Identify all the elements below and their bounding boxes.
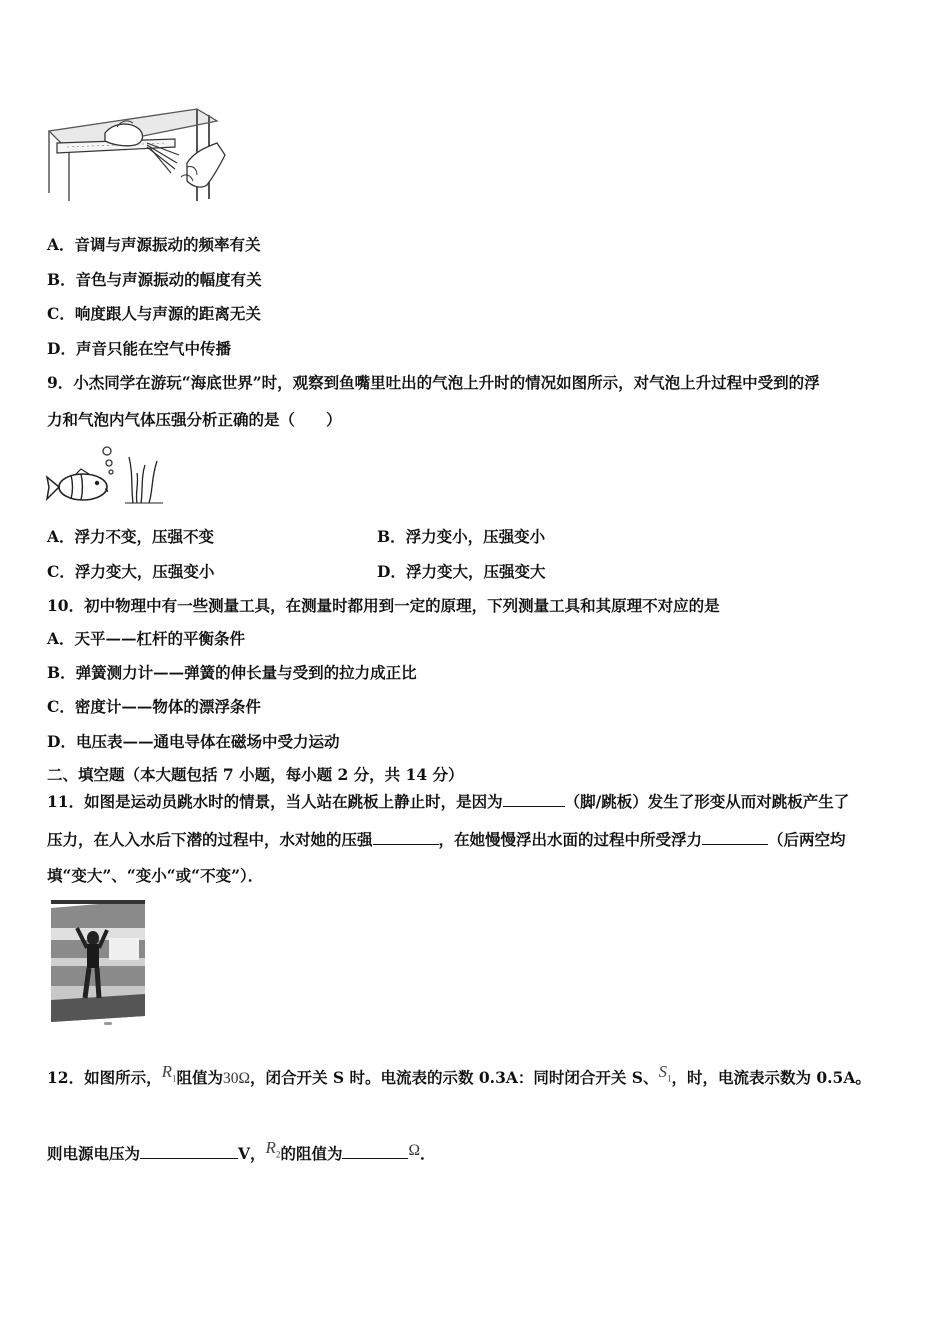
q10-option-d: D．电压表——通电导体在磁场中受力运动	[47, 732, 340, 751]
answer-blank[interactable]	[140, 1143, 238, 1159]
answer-blank[interactable]	[373, 829, 439, 845]
q8-option-d: D．声音只能在空气中传播	[47, 339, 231, 358]
q12-line1: 12．如图所示，$R_1$阻值为30Ω，闭合开关 S 时。电流表的示数 0.3A：同时闭合开关 S、$S_1$，时，电流表示数为 0.5A。	[47, 1062, 871, 1087]
fish-bubbles-figure	[45, 443, 165, 508]
ruler-table-figure	[47, 103, 229, 203]
q9-option-d: D．浮力变大，压强变大	[377, 562, 546, 581]
q11-line2: 压力，在人入水后下潜的过程中，水对她的压强 ，在她慢慢浮出水面的过程中所受浮力 （后两空均	[47, 830, 846, 849]
q9-option-a: A．浮力不变，压强不变	[47, 527, 215, 546]
r1-symbol: $R_1$	[161, 1062, 177, 1084]
q12-line2: 则电源电压为 V，$R_2$的阻值为 Ω．	[47, 1138, 436, 1163]
answer-blank[interactable]	[342, 1143, 408, 1159]
q10-option-c: C．密度计——物体的漂浮条件	[47, 697, 261, 716]
s1-symbol: $S_1$	[658, 1062, 672, 1084]
q10-option-a: A．天平——杠杆的平衡条件	[47, 629, 246, 648]
q8-option-c: C．响度跟人与声源的距离无关	[47, 304, 261, 323]
q9-stem-line1: 9．小杰同学在游玩“海底世界”时，观察到鱼嘴里吐出的气泡上升时的情况如图所示，对气泡上升过程中受到的浮	[47, 373, 820, 392]
answer-blank[interactable]	[702, 829, 768, 845]
q11-line1: 11．如图是运动员跳水时的情景，当人站在跳板上静止时，是因为 （脚/跳板）发生了形变从而对跳板产生了	[47, 792, 850, 811]
q8-option-b: B．音色与声源振动的幅度有关	[47, 270, 262, 289]
q10-stem: 10．初中物理中有一些测量工具，在测量时都用到一定的原理，下列测量工具和其原理不对应的是	[47, 596, 720, 615]
section-heading-fill-in: 二、填空题（本大题包括 7 小题，每小题 2 分，共 14 分）	[47, 765, 464, 784]
q10-option-b: B．弹簧测力计——弹簧的伸长量与受到的拉力成正比	[47, 663, 417, 682]
answer-blank[interactable]	[503, 791, 565, 807]
q11-line3: 填“变大”、“变小“或“不变”）．	[47, 866, 264, 885]
photo-credit-mark	[104, 1022, 112, 1025]
r2-symbol: $R_2$	[265, 1138, 281, 1160]
diver-photo-figure	[49, 898, 147, 1026]
q9-stem-line2: 力和气泡内气体压强分析正确的是（ ）	[47, 410, 342, 429]
q8-option-a: A．音调与声源振动的频率有关	[47, 235, 261, 254]
q9-option-b: B．浮力变小，压强变小	[377, 527, 546, 546]
q9-option-c: C．浮力变大，压强变小	[47, 562, 215, 581]
